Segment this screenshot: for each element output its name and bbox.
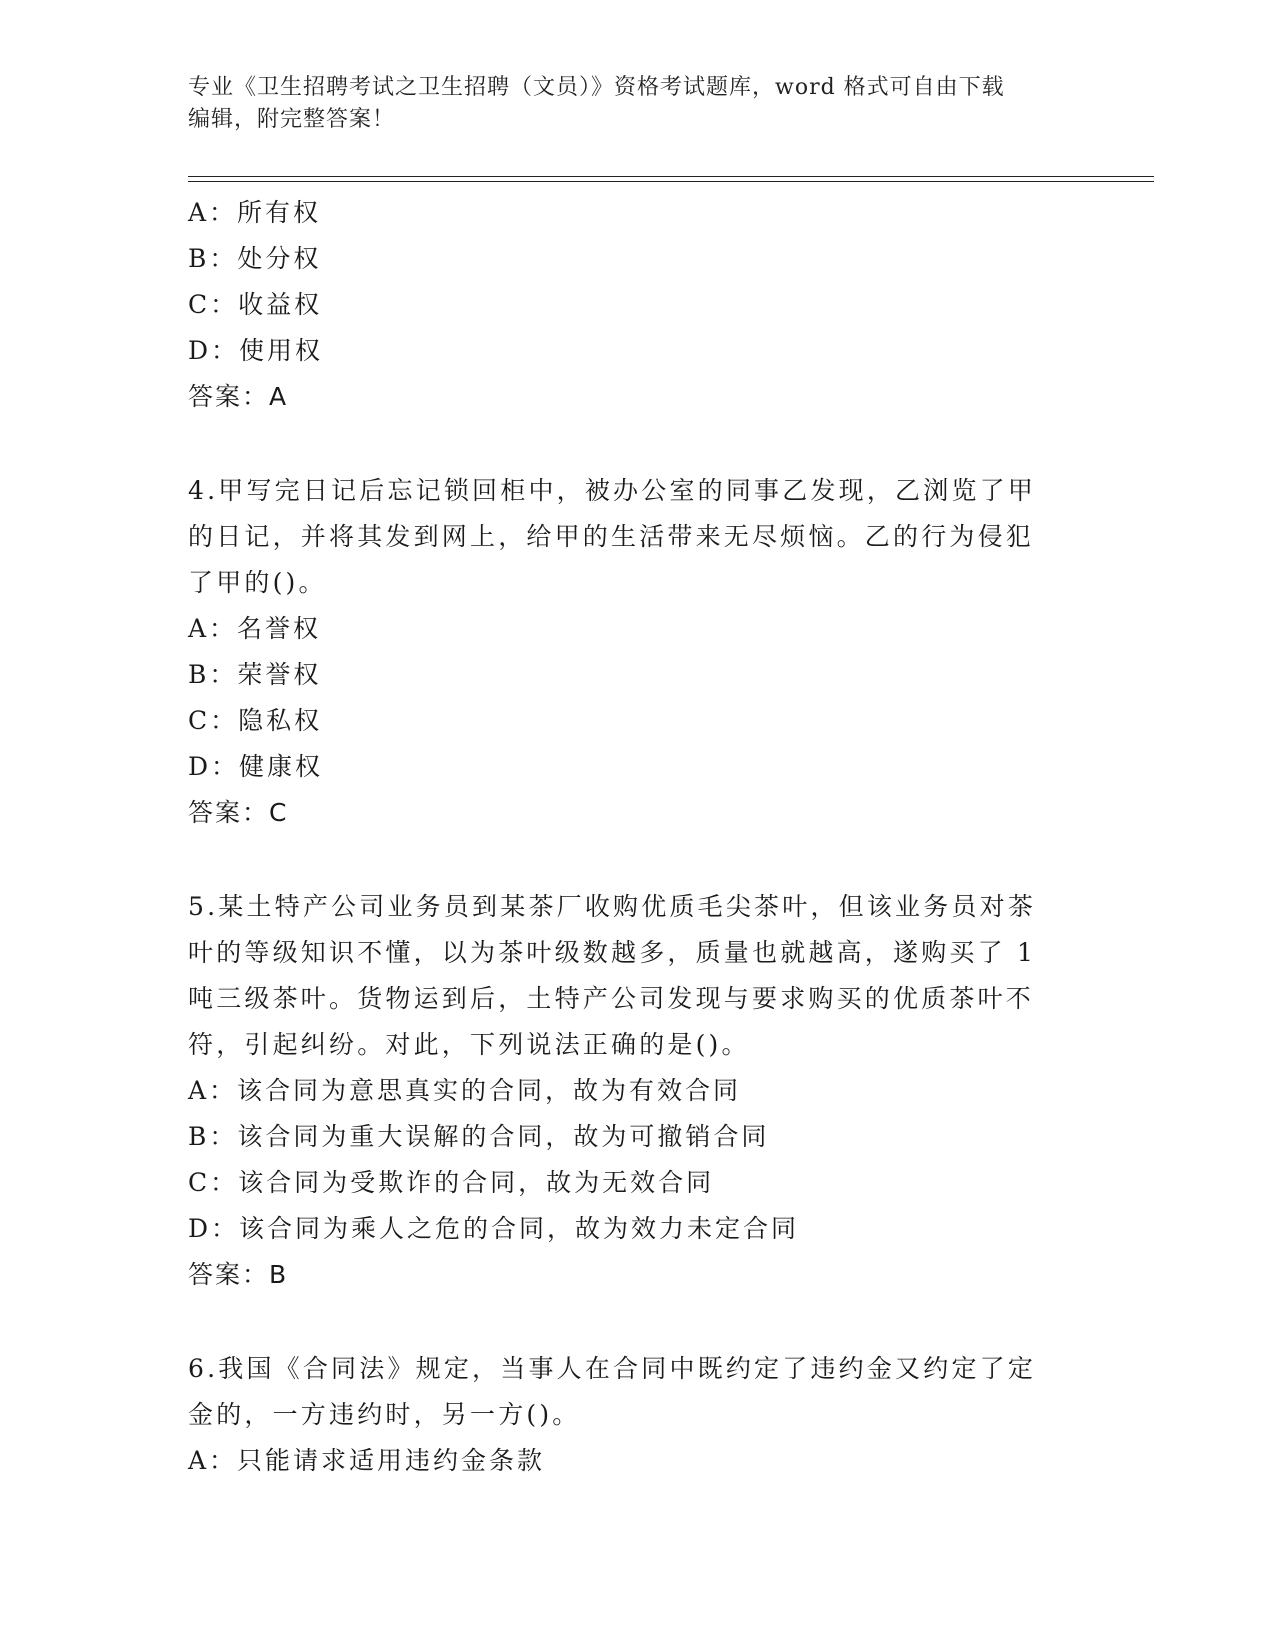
- option-a: A：只能请求适用违约金条款: [188, 1446, 546, 1475]
- option-b: B：该合同为重大误解的合同，故为可撤销合同: [188, 1122, 770, 1151]
- stem-line: 6.我国《合同法》规定，当事人在合同中既约定了违约金又约定了定: [188, 1354, 1037, 1383]
- question-6: [188, 1346, 1068, 1484]
- stem-line: 了甲的()。: [188, 568, 327, 597]
- header-divider-bottom: [188, 181, 1154, 182]
- option-b: B：荣誉权: [188, 660, 322, 689]
- question-3-answer: 答案：A: [188, 382, 289, 411]
- question-5-options: [188, 1068, 1068, 1252]
- header-line-1: 专业《卫生招聘考试之卫生招聘（文员）》资格考试题库，word 格式可自由下载: [188, 75, 1005, 100]
- stem-line: 4.甲写完日记后忘记锁回柜中，被办公室的同事乙发现，乙浏览了甲: [188, 476, 1037, 505]
- stem-line: 金的，一方违约时，另一方()。: [188, 1400, 581, 1429]
- option-d: D：健康权: [188, 752, 324, 781]
- question-4-options: [188, 606, 1068, 790]
- option-d: D：使用权: [188, 336, 324, 365]
- stem-line: 5.某土特产公司业务员到某茶厂收购优质毛尖茶叶，但该业务员对茶: [188, 892, 1037, 921]
- option-c: C：该合同为受欺诈的合同，故为无效合同: [188, 1168, 715, 1197]
- question-5: [188, 884, 1068, 1298]
- question-6-options: [188, 1438, 1068, 1484]
- stem-line: 的日记，并将其发到网上，给甲的生活带来无尽烦恼。乙的行为侵犯: [188, 522, 1035, 551]
- option-c: C：隐私权: [188, 706, 323, 735]
- question-6-stem: [188, 1346, 1068, 1438]
- question-3-options: [188, 190, 1068, 374]
- stem-line: 吨三级茶叶。货物运到后，土特产公司发现与要求购买的优质茶叶不: [188, 984, 1035, 1013]
- document-header: [188, 72, 1088, 136]
- option-b: B：处分权: [188, 244, 322, 273]
- option-a: A：名誉权: [188, 614, 322, 643]
- option-a: A：所有权: [188, 198, 322, 227]
- header-divider-top: [188, 176, 1154, 177]
- option-a: A：该合同为意思真实的合同，故为有效合同: [188, 1076, 742, 1105]
- question-5-answer: 答案：B: [188, 1260, 289, 1289]
- question-4-answer: 答案：C: [188, 798, 289, 827]
- option-d: D：该合同为乘人之危的合同，故为效力未定合同: [188, 1214, 800, 1243]
- option-c: C：收益权: [188, 290, 323, 319]
- question-list: [188, 190, 1068, 1484]
- question-5-stem: [188, 884, 1068, 1068]
- question-4: [188, 468, 1068, 836]
- stem-line: 符，引起纠纷。对此，下列说法正确的是()。: [188, 1030, 750, 1059]
- header-line-2: 编辑，附完整答案！: [188, 107, 396, 132]
- question-3: [188, 190, 1068, 420]
- question-4-stem: [188, 468, 1068, 606]
- stem-line: 叶的等级知识不懂，以为茶叶级数越多，质量也就越高，遂购买了 1: [188, 938, 1037, 967]
